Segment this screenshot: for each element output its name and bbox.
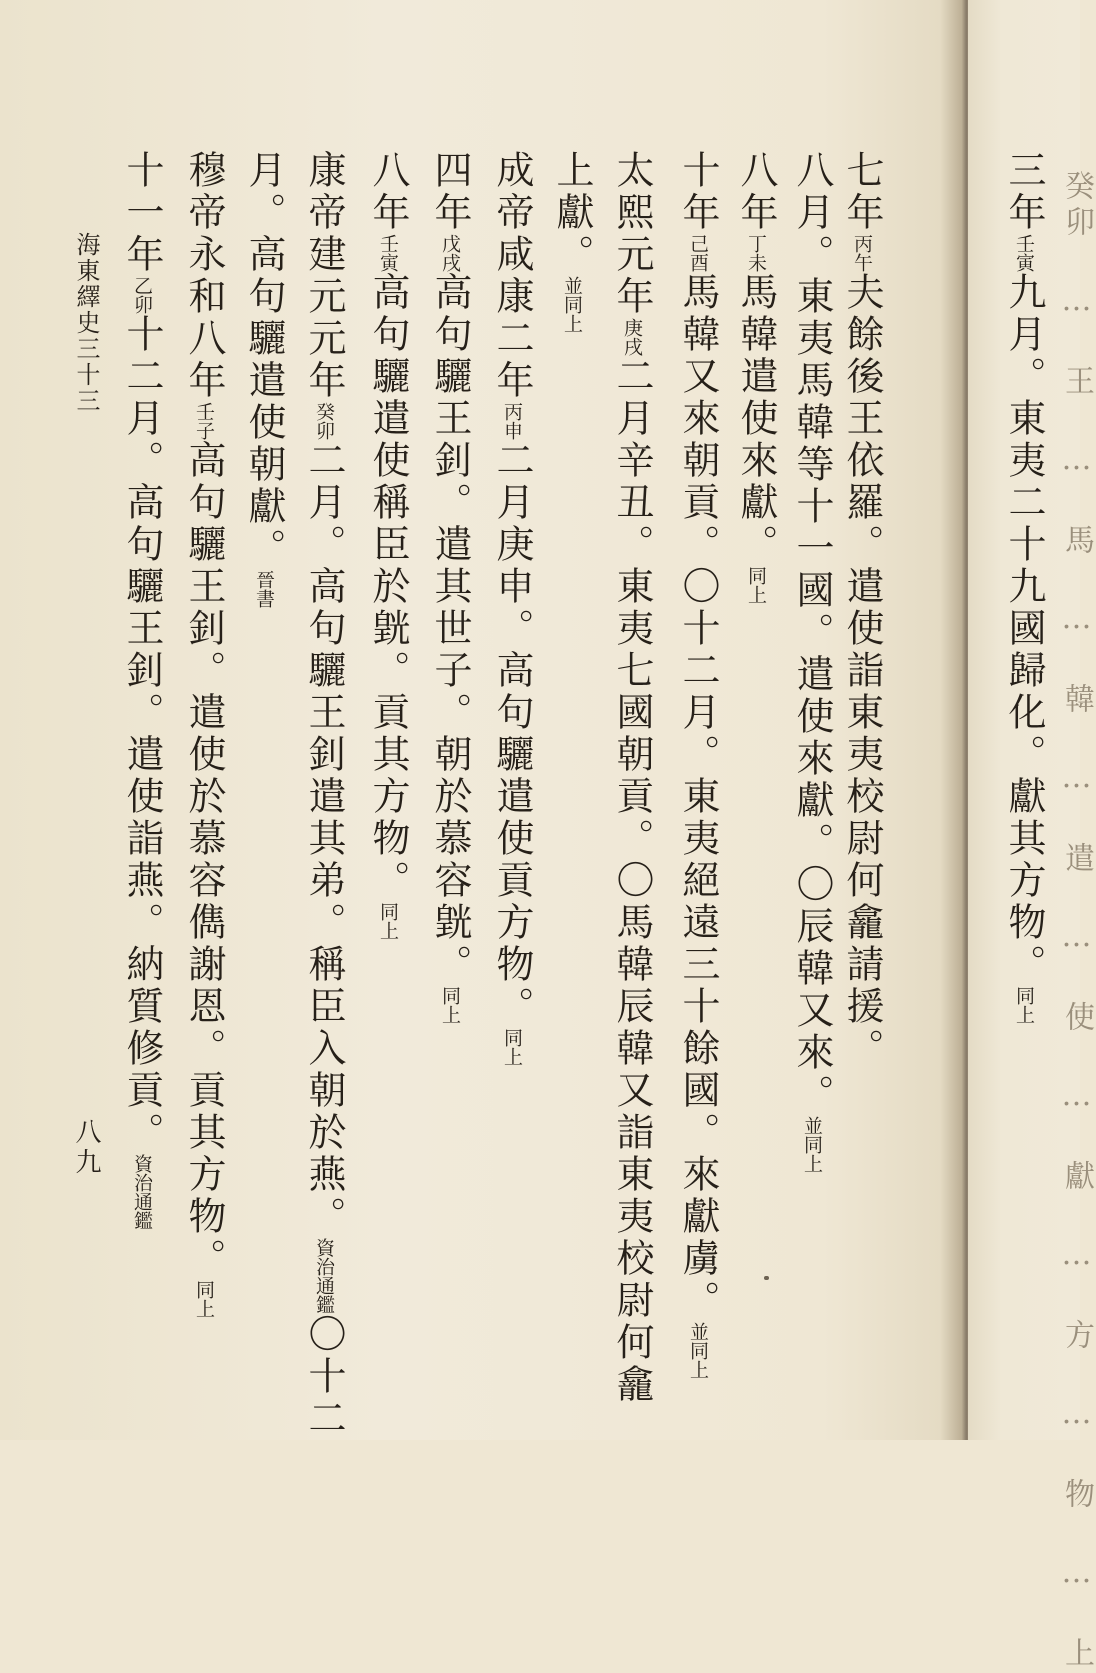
column-text-tail: 〇十二 (302, 1314, 346, 1440)
column-annotation: 晉書 (253, 570, 275, 608)
column-annotation: 並同上 (561, 276, 583, 333)
text-column-8 (430, 150, 470, 1024)
text-column-5 (612, 150, 652, 1406)
column-source-note: 同上 (439, 986, 461, 1024)
column-text: 八年 (734, 150, 778, 234)
column-text: 八年 (366, 150, 410, 234)
book-page-right-partial (968, 0, 1094, 1673)
column-text: 八月。東夷馬韓等十一國。遣使來獻。〇辰韓又來。 (790, 150, 834, 1116)
column-text: 三年 (1002, 150, 1046, 234)
column-annotation: 庚戌 (621, 318, 643, 356)
column-text-continued: 十二月。高句驪王釗。遣使詣燕。納質修貢。 (120, 314, 164, 1154)
column-text: 成帝咸康二年 (490, 150, 534, 402)
column-annotation: 丙申 (501, 402, 523, 440)
column-source-note: 同上 (377, 902, 399, 940)
column-text: 康帝建元元年 (302, 150, 346, 402)
column-text-continued: 二月庚申。高句驪遣使貢方物。 (490, 440, 534, 1028)
column-text-continued: 高句驪遣使稱臣於皝。貢其方物。 (366, 272, 410, 902)
column-text: 上獻。 (550, 150, 594, 276)
text-column-3 (736, 150, 776, 604)
column-text: 月。高句驪遣使朝獻。 (242, 150, 286, 570)
column-annotation: 乙卯 (131, 276, 153, 314)
column-text-continued: 高句驪王釗。遣其世子。朝於慕容皝。 (428, 272, 472, 986)
column-text: 四年 (428, 150, 472, 234)
column-text-continued: 馬韓遣使來獻。 (734, 272, 778, 566)
column-annotation: 癸卯 (313, 402, 335, 440)
column-text-continued: 馬韓又來朝貢。〇十二月。東夷絕遠三十餘國。來獻虜。 (676, 272, 720, 1322)
column-annotation: 並同上 (801, 1116, 823, 1173)
text-column-9 (368, 150, 408, 940)
book-title-footer: 海東繹史三十三 (72, 232, 100, 414)
column-annotation: 壬寅 (377, 234, 399, 272)
column-source-note: 資治通鑑 (131, 1154, 153, 1230)
column-source-note: 資治通鑑 (313, 1238, 335, 1314)
ink-speck (764, 1276, 769, 1280)
column-text: 十年 (676, 150, 720, 234)
column-text: 十一年 (120, 150, 164, 276)
column-text-continued: 夫餘後王依羅。遣使詣東夷校尉何龕請援。 (840, 272, 884, 1070)
text-column-7 (492, 150, 532, 1066)
next-page-column-cropped: 癸卯 … 王 … 馬 … 韓 … 遣 … 使 … 獻 … 方 … 物 … 上 (1059, 170, 1094, 1673)
column-annotation: 己酉 (687, 234, 709, 272)
text-column-2 (792, 150, 832, 1173)
text-column-1 (842, 150, 882, 1070)
column-text-continued: 二月。高句驪王釗遣其弟。稱臣入朝於燕。 (302, 440, 346, 1238)
column-source-note: 同上 (1013, 986, 1035, 1024)
text-column-4 (678, 150, 718, 1379)
column-text: 太熙元年 (610, 150, 654, 318)
column-source-note: 同上 (501, 1028, 523, 1066)
column-text-continued: 九月。東夷二十九國歸化。獻其方物。 (1002, 272, 1046, 986)
next-page-column (1004, 150, 1044, 1024)
column-annotation: 壬子 (193, 402, 215, 440)
text-column-10 (304, 150, 344, 1440)
text-column-13 (122, 150, 162, 1230)
column-text: 穆帝永和八年 (182, 150, 226, 402)
text-column-12 (184, 150, 224, 1318)
column-source-note: 同上 (193, 1280, 215, 1318)
column-text: 七年 (840, 150, 884, 234)
text-column-11 (244, 150, 284, 608)
column-source-note: 同上 (745, 566, 767, 604)
text-column-6 (552, 150, 592, 333)
page-number: 八九 (71, 1118, 101, 1178)
column-text-continued: 二月辛丑。東夷七國朝貢。〇馬韓辰韓又詣東夷校尉何龕 (610, 356, 654, 1406)
column-annotation: 丁未 (745, 234, 767, 272)
column-annotation: 丙午 (851, 234, 873, 272)
column-text-continued: 高句驪王釗。遣使於慕容儁謝恩。貢其方物。 (182, 440, 226, 1280)
column-annotation: 壬寅 (1013, 234, 1035, 272)
column-source-note: 並同上 (687, 1322, 709, 1379)
column-annotation: 戊戌 (439, 234, 461, 272)
